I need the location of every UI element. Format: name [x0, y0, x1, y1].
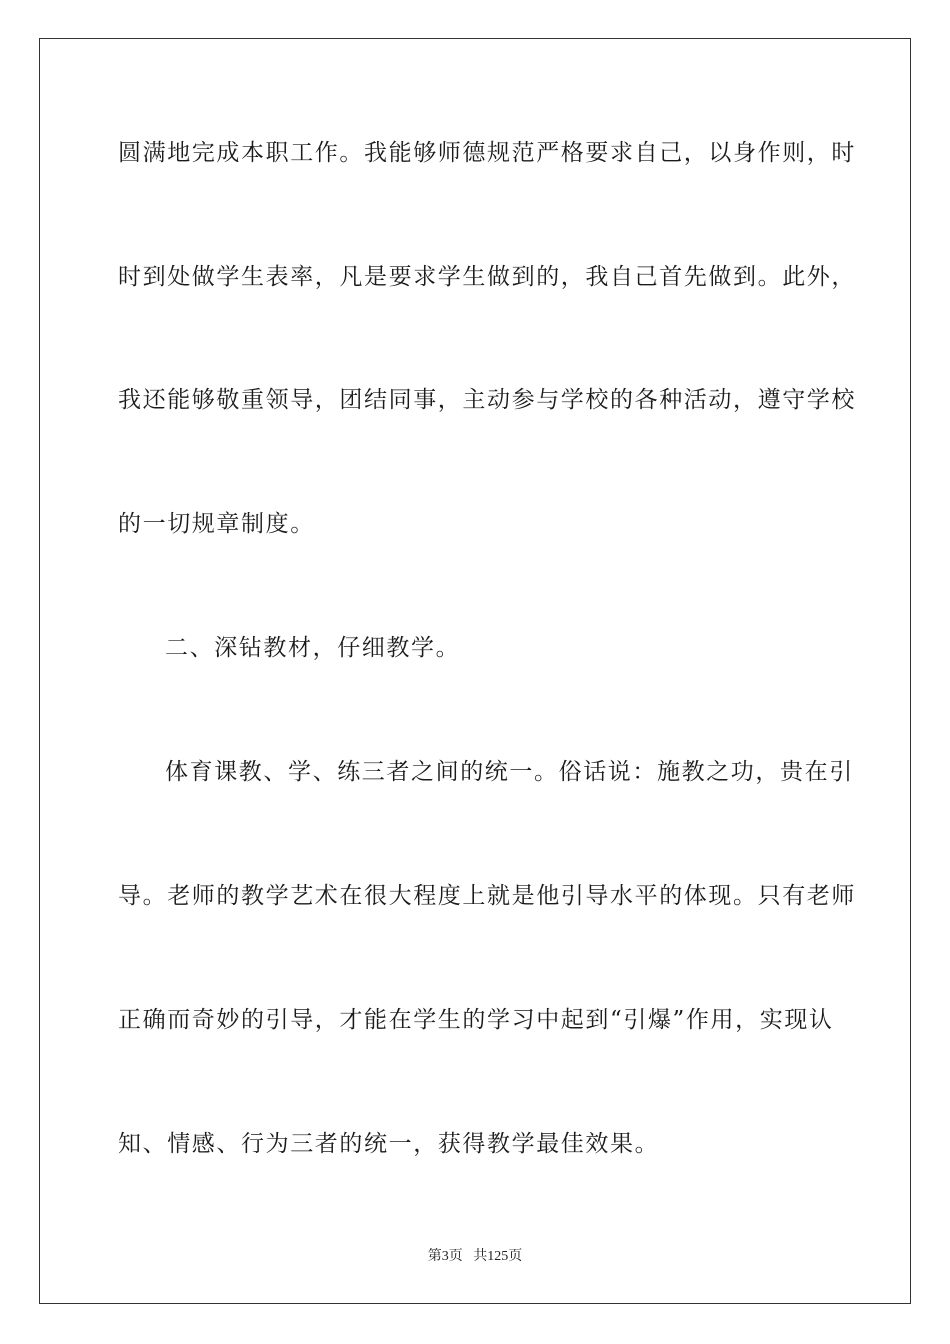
body-text-line: 的一切规章制度。: [118, 511, 315, 537]
body-text-line: 我还能够敬重领导，团结同事，主动参与学校的各种活动，遵守学校: [118, 387, 856, 413]
body-text-line: 时到处做学生表率，凡是要求学生做到的，我自己首先做到。此外，: [118, 264, 856, 290]
body-text-line: 导。老师的教学艺术在很大程度上就是他引导水平的体现。只有老师: [118, 883, 856, 909]
page-footer: [0, 1248, 950, 1266]
body-text-line: 知、情感、行为三者的统一，获得教学最佳效果。: [118, 1131, 660, 1157]
body-text-line: 正确而奇妙的引导，才能在学生的学习中起到“引爆”作用，实现认: [118, 1007, 834, 1033]
page-number: 第3页: [427, 1249, 463, 1264]
section-heading: 二、深钻教材，仔细教学。: [165, 635, 461, 661]
body-text-line: 体育课教、学、练三者之间的统一。俗话说：施教之功，贵在引: [165, 759, 854, 785]
body-text-line: 圆满地完成本职工作。我能够师德规范严格要求自己，以身作则，时: [118, 140, 856, 166]
page-border: [39, 38, 911, 1304]
page-total: 共125页: [473, 1249, 523, 1264]
